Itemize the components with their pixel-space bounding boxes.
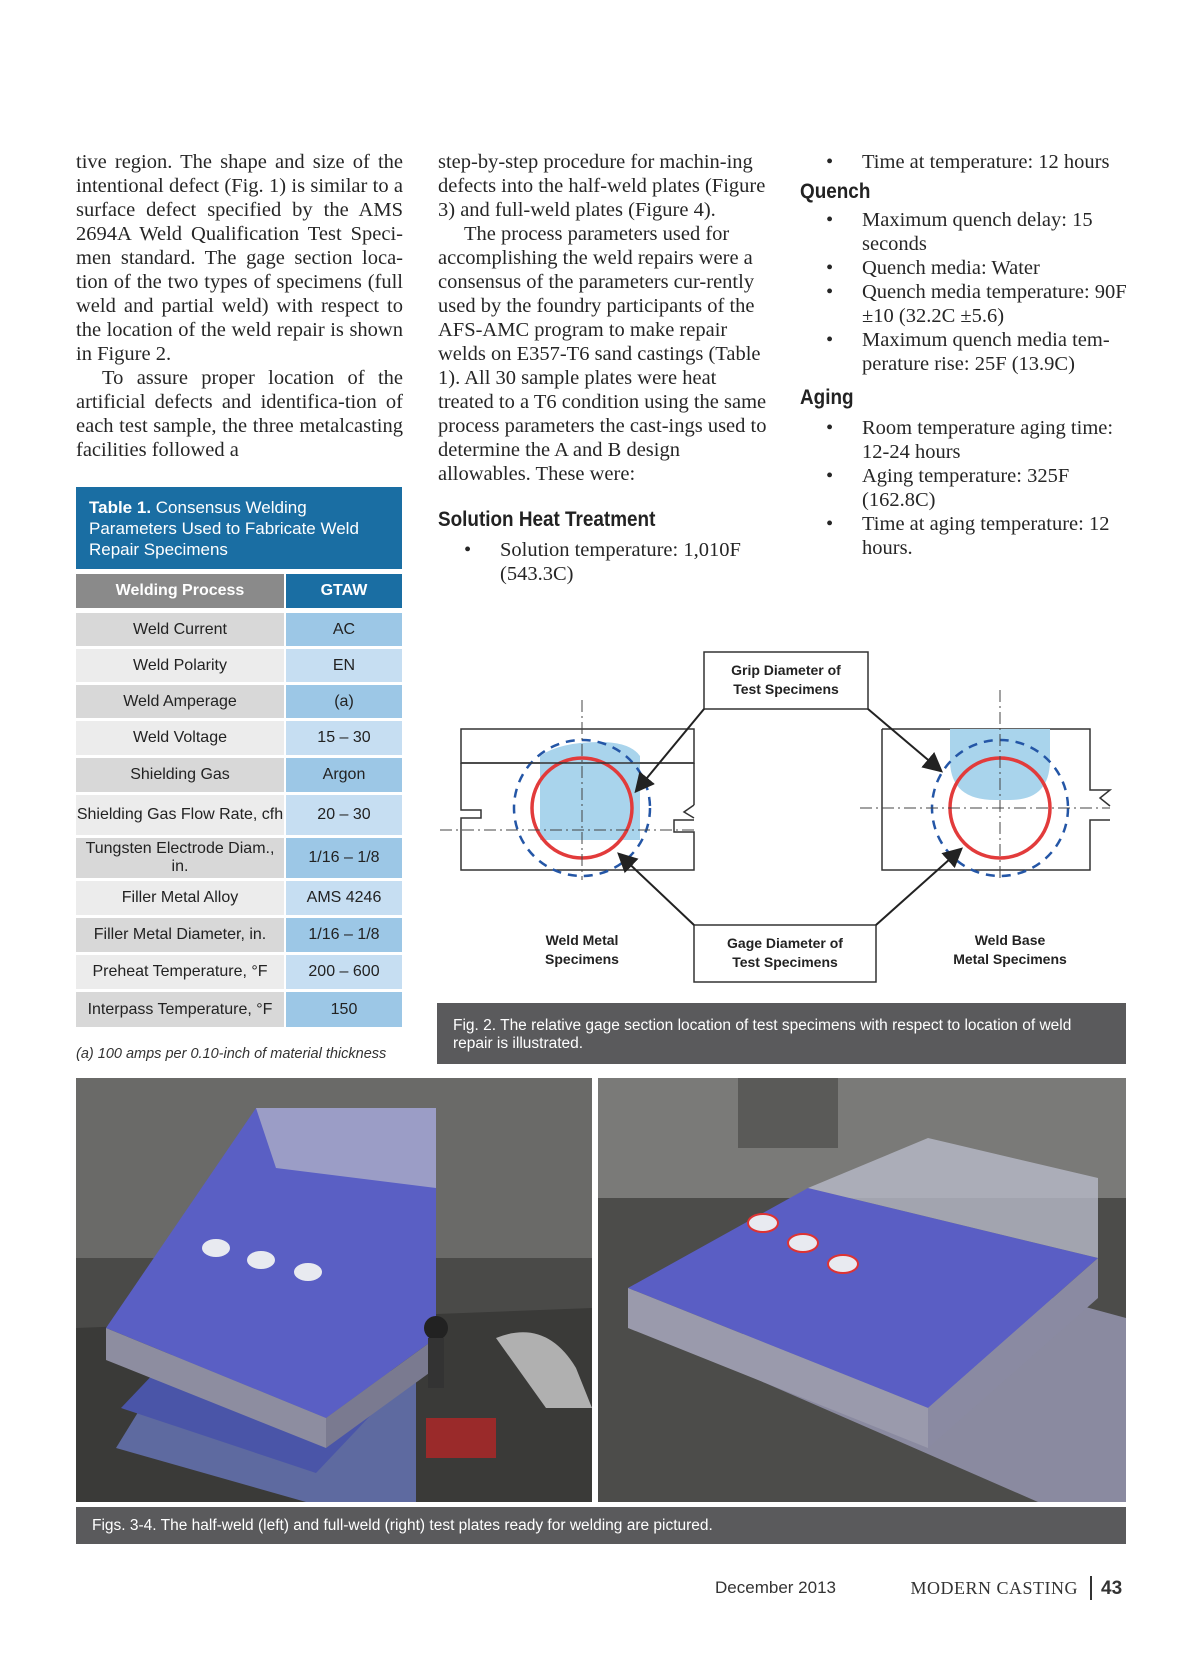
table-1 — [76, 487, 402, 1027]
list-item-text: Room temperature aging time: 12-24 hours — [862, 417, 1114, 463]
table-title — [76, 487, 402, 569]
table-cell: 1/16 – 1/8 — [286, 918, 402, 952]
gage-diameter-label: Gage Diameter of — [727, 935, 843, 951]
table-row — [76, 992, 402, 1027]
figure-2-caption-text: Fig. 2. The relative gage section location of test specimens with respect to location of weld repair is illustrated. — [453, 1017, 1072, 1052]
weld-metal-specimen-drawing — [440, 700, 694, 880]
table-header-cell: Welding Process — [76, 574, 284, 608]
list-item-text: Solution temperature: 1,010F (543.3C) — [500, 539, 741, 585]
table-row — [76, 918, 402, 952]
list-item-text: Aging temperature: 325F (162.8C) — [862, 465, 1070, 511]
list-item — [800, 256, 1130, 280]
table-cell: Argon — [286, 758, 402, 792]
column-1 — [76, 150, 403, 462]
table-cell: Weld Polarity — [76, 649, 284, 682]
figures-3-4-caption-text: Figs. 3-4. The half-weld (left) and full-weld (right) test plates ready for welding are pictured. — [92, 1517, 713, 1534]
table-cell: AMS 4246 — [286, 881, 402, 915]
list-item — [438, 538, 768, 586]
aging-heading: Aging — [800, 386, 854, 409]
table-title-label: Table 1. — [89, 498, 152, 517]
column-3 — [800, 150, 1130, 560]
table-cell: EN — [286, 649, 402, 682]
table-row — [76, 955, 402, 989]
figure-2-caption — [437, 1003, 1126, 1064]
table-cell: 1/16 – 1/8 — [286, 838, 402, 878]
gage-diameter-label: Test Specimens — [732, 954, 838, 970]
table-row — [76, 721, 402, 755]
table-row — [76, 649, 402, 682]
table-cell: 20 – 30 — [286, 795, 402, 835]
table-cell: Shielding Gas — [76, 758, 284, 792]
table-cell: 200 – 600 — [286, 955, 402, 989]
column-2-paragraph-1: step-by-step procedure for machin-ing defects into the half-weld plates (Figure 3) and full-weld plates (Figure 4). — [438, 151, 766, 221]
table-title-text: Consensus Welding Parameters Used to Fabricate Weld Repair Specimens — [89, 498, 359, 559]
table-footnote: (a) 100 amps per 0.10-inch of material thickness — [76, 1046, 387, 1062]
table-cell: 150 — [286, 992, 402, 1027]
footer-page-number: 43 — [1101, 1578, 1123, 1599]
table-row — [76, 881, 402, 915]
table-row — [76, 685, 402, 718]
bullet-icon: • — [826, 417, 834, 439]
bullet-icon: • — [826, 329, 834, 351]
list-item — [800, 416, 1130, 464]
list-item-text: Time at temperature: 12 hours — [862, 151, 1110, 173]
table-cell: Interpass Temperature, °F — [76, 992, 284, 1027]
list-item — [800, 208, 1130, 256]
list-item-text: Quench media temperature: 90F ±10 (32.2C ±5.6) — [862, 281, 1127, 327]
weld-metal-label: Specimens — [545, 951, 619, 967]
list-item — [800, 512, 1130, 560]
weld-base-label: Metal Specimens — [953, 951, 1067, 967]
grip-diameter-label: Grip Diameter of — [731, 662, 841, 678]
weld-base-metal-specimen-drawing — [860, 690, 1110, 880]
list-item — [800, 150, 1130, 174]
table-cell: Tungsten Electrode Diam., in. — [76, 838, 284, 878]
table-cell: Weld Current — [76, 613, 284, 646]
list-item-text: Maximum quench media tem-perature rise: 25F (13.9C) — [862, 329, 1110, 375]
full-weld-photo — [598, 1078, 1126, 1502]
figure-2-diagram — [437, 646, 1137, 986]
bullet-icon: • — [826, 257, 834, 279]
column-2 — [438, 150, 768, 586]
grip-diameter-label: Test Specimens — [733, 681, 839, 697]
table-row — [76, 758, 402, 792]
bullet-icon: • — [826, 209, 834, 231]
table-header-cell: GTAW — [286, 574, 402, 608]
table-cell: Weld Voltage — [76, 721, 284, 755]
table-cell: 15 – 30 — [286, 721, 402, 755]
table-cell: Shielding Gas Flow Rate, cfh — [76, 795, 284, 835]
list-item — [800, 464, 1130, 512]
bullet-icon: • — [464, 539, 472, 561]
table-row — [76, 613, 402, 646]
table-row — [76, 838, 402, 878]
solution-heat-treatment-heading: Solution Heat Treatment — [438, 508, 656, 531]
bullet-icon: • — [826, 513, 834, 535]
table-header-row — [76, 574, 402, 608]
footer-date: December 2013 — [715, 1578, 836, 1597]
list-item-text: Time at aging temperature: 12 hours. — [862, 513, 1110, 559]
list-item-text: Quench media: Water — [862, 257, 1040, 279]
table-cell: Filler Metal Alloy — [76, 881, 284, 915]
footer-magazine: MODERN CASTING — [910, 1578, 1078, 1598]
table-cell: (a) — [286, 685, 402, 718]
weld-metal-label: Weld Metal — [545, 932, 619, 948]
table-cell: Weld Amperage — [76, 685, 284, 718]
column-1-paragraph-2: To assure proper location of the artificial defects and identifica-tion of each test sample, the three metalcasting facilities followed a — [76, 367, 403, 461]
quench-heading: Quench — [800, 180, 871, 203]
bullet-icon: • — [826, 465, 834, 487]
bullet-icon: • — [826, 281, 834, 303]
footer-divider — [1090, 1576, 1092, 1600]
weld-base-label: Weld Base — [974, 932, 1046, 948]
column-2-paragraph-2: The process parameters used for accomplishing the weld repairs were a consensus of the parameters cur-rently used by the foundry participants of the AFS-AMC program to make repair welds on E357-T6 sand castings (Table 1). All 30 sample plates were heat treated to a T6 condition using the same process parameters the cast-ings used to determine the A and B design allowables. These were: — [438, 223, 767, 485]
bullet-icon: • — [826, 151, 834, 173]
table-cell: Filler Metal Diameter, in. — [76, 918, 284, 952]
list-item — [800, 328, 1130, 376]
table-cell: AC — [286, 613, 402, 646]
table-row — [76, 795, 402, 835]
column-1-paragraph-1: tive region. The shape and size of the intentional defect (Fig. 1) is similar to a surface defect specified by the AMS 2694A Weld Qualification Test Speci-men standard. The gage section loca-tion of the two types of specimens (full weld and partial weld) with respect to the location of the weld repair is shown in Figure 2. — [76, 151, 403, 365]
figures-3-4-caption — [76, 1507, 1126, 1544]
list-item-text: Maximum quench delay: 15 seconds — [862, 209, 1093, 255]
table-cell: Preheat Temperature, °F — [76, 955, 284, 989]
list-item — [800, 280, 1130, 328]
half-weld-photo — [76, 1078, 592, 1502]
